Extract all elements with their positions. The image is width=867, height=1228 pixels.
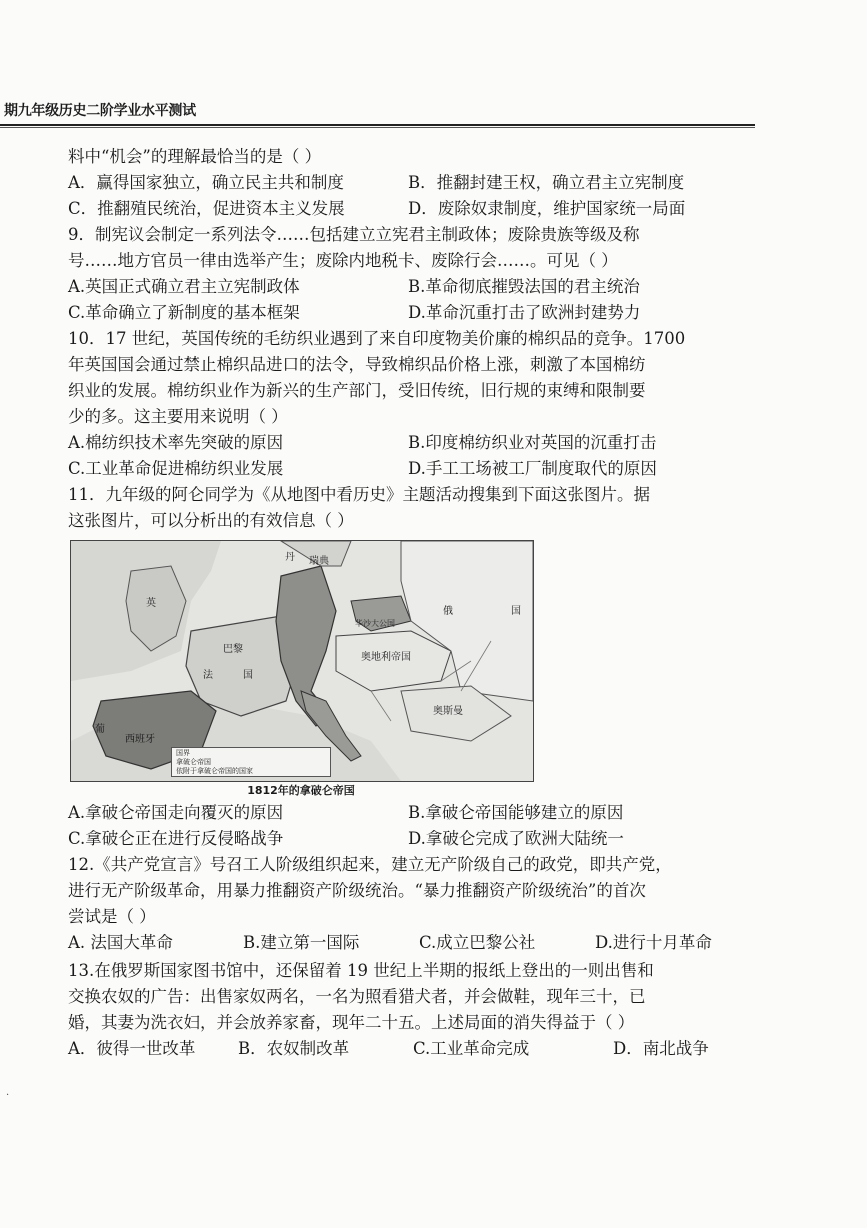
q12-options [68, 930, 768, 958]
q12-option-d: D.进行十月革命 [595, 933, 712, 952]
exam-content [68, 144, 768, 1064]
header-rule [0, 124, 755, 126]
q11-stem-line1: 11．九年级的阿仑同学为《从地图中看历史》主题活动搜集到下面这张图片。据 [68, 485, 650, 504]
q11-option-a: A.拿破仑帝国走向覆灭的原因 [68, 803, 284, 822]
map-label-spain: 西班牙 [125, 734, 155, 745]
q10-stem-line4: 少的多。这主要用来说明（ ） [68, 407, 288, 426]
q12-option-b: B.建立第一国际 [243, 933, 360, 952]
q9-options-row1 [68, 274, 768, 300]
q10-options-row2 [68, 456, 768, 482]
q13-option-b: B．农奴制改革 [238, 1039, 350, 1058]
map-caption: 1812年的拿破仑帝国 [247, 784, 355, 797]
q13-option-a: A．彼得一世改革 [68, 1039, 196, 1058]
q13-options [68, 1036, 768, 1064]
q10-options-row1 [68, 430, 768, 456]
legend-item-border: 国界 [176, 749, 190, 757]
q13-stem-line3: 婚，其妻为洗衣妇，并会放养家畜，现年二十五。上述局面的消失得益于（ ） [68, 1013, 635, 1032]
q8-option-d: D．废除奴隶制度，维护国家统一局面 [408, 199, 686, 218]
q11-options-row1 [68, 800, 768, 826]
q12-stem-line2: 进行无产阶级革命，用暴力推翻资产阶级统治。“暴力推翻资产阶级统治”的首次 [68, 881, 646, 900]
q8-options-row2 [68, 196, 768, 222]
q9-option-c: C.革命确立了新制度的基本框架 [68, 303, 300, 322]
q13-stem-line2: 交换农奴的广告：出售家奴两名，一名为照看猎犬者，并会做鞋，现年三十，已 [68, 987, 646, 1006]
q13-stem-line1: 13.在俄罗斯国家图书馆中，还保留着 19 世纪上半期的报纸上登出的一则出售和 [68, 961, 654, 980]
q8-options-row1 [68, 170, 768, 196]
q10-stem-line3: 织业的发展。棉纺织业作为新兴的生产部门，受旧传统，旧行规的束缚和限制要 [68, 381, 646, 400]
q11-options-row2 [68, 826, 768, 852]
map-label-paris: 巴黎 [223, 644, 243, 655]
map-legend [171, 747, 331, 777]
legend-item-dependent: 依附于拿破仑帝国的国家 [176, 767, 253, 775]
napoleon-empire-map [70, 540, 534, 782]
q9-options-row2 [68, 300, 768, 326]
q9-option-b: B.革命彻底摧毁法国的君主统治 [408, 277, 640, 296]
footer-mark: · [6, 1090, 10, 1101]
header-rule-thin [0, 127, 755, 128]
q9-option-a: A.英国正式确立君主立宪制政体 [68, 277, 300, 296]
map-label-russia: 俄 [443, 606, 453, 617]
exam-header: 期九年级历史二阶学业水平测试 [4, 103, 196, 119]
map-label-guo: 国 [511, 606, 521, 617]
q8-option-b: B．推翻封建王权，确立君主立宪制度 [408, 173, 685, 192]
q13-option-d: D．南北战争 [613, 1039, 709, 1058]
q12-stem-line1: 12.《共产党宣言》号召工人阶级组织起来，建立无产阶级自己的政党，即共产党， [68, 855, 672, 874]
q8-option-c: C．推翻殖民统治，促进资本主义发展 [68, 199, 345, 218]
q10-stem-line1: 10．17 世纪，英国传统的毛纺织业遇到了来自印度物美价廉的棉织品的竞争。1700 [68, 329, 686, 348]
q12-option-a: A. 法国大革命 [68, 933, 173, 952]
q9-option-d: D.革命沉重打击了欧洲封建势力 [408, 303, 641, 322]
map-label-britain: 英 [146, 598, 156, 609]
q8-stem: 料中“机会”的理解最恰当的是（ ） [68, 147, 322, 166]
q12-stem-line3: 尝试是（ ） [68, 907, 156, 926]
q8-option-a: A．赢得国家独立，确立民主共和制度 [68, 173, 344, 192]
q9-stem-line1: 9．制宪议会制定一系列法令……包括建立立宪君主制政体；废除贵族等级及称 [68, 225, 640, 244]
legend-item-empire: 拿破仑帝国 [176, 758, 211, 766]
map-label-denmark: 丹 [285, 552, 295, 563]
q12-option-c: C.成立巴黎公社 [419, 933, 536, 952]
q10-stem-line2: 年英国国会通过禁止棉织品进口的法令，导致棉织品价格上涨，刺激了本国棉纺 [68, 355, 646, 374]
map-label-france: 法 [203, 670, 213, 681]
map-label-portugal: 葡 [95, 724, 105, 735]
q11-option-b: B.拿破仑帝国能够建立的原因 [408, 803, 624, 822]
q11-option-c: C.拿破仑正在进行反侵略战争 [68, 829, 284, 848]
q11-option-d: D.拿破仑完成了欧洲大陆统一 [408, 829, 624, 848]
map-label-france-2: 国 [243, 670, 253, 681]
q10-option-a: A.棉纺织技术率先突破的原因 [68, 433, 284, 452]
map-label-ottoman: 奥斯曼 [433, 706, 463, 717]
q10-option-d: D.手工工场被工厂制度取代的原因 [408, 459, 657, 478]
map-label-warsaw: 华沙大公国 [355, 619, 395, 628]
q9-stem-line2: 号……地方官员一律由选举产生；废除内地税卡、废除行会……。可见（ ） [68, 251, 618, 270]
q11-stem-line2: 这张图片，可以分析出的有效信息（ ） [68, 511, 354, 530]
map-label-austria: 奥地利帝国 [361, 652, 411, 663]
map-label-sweden: 瑞典 [309, 556, 329, 567]
q10-option-b: B.印度棉纺织业对英国的沉重打击 [408, 433, 657, 452]
q10-option-c: C.工业革命促进棉纺织业发展 [68, 459, 284, 478]
q13-option-c: C.工业革命完成 [413, 1039, 530, 1058]
